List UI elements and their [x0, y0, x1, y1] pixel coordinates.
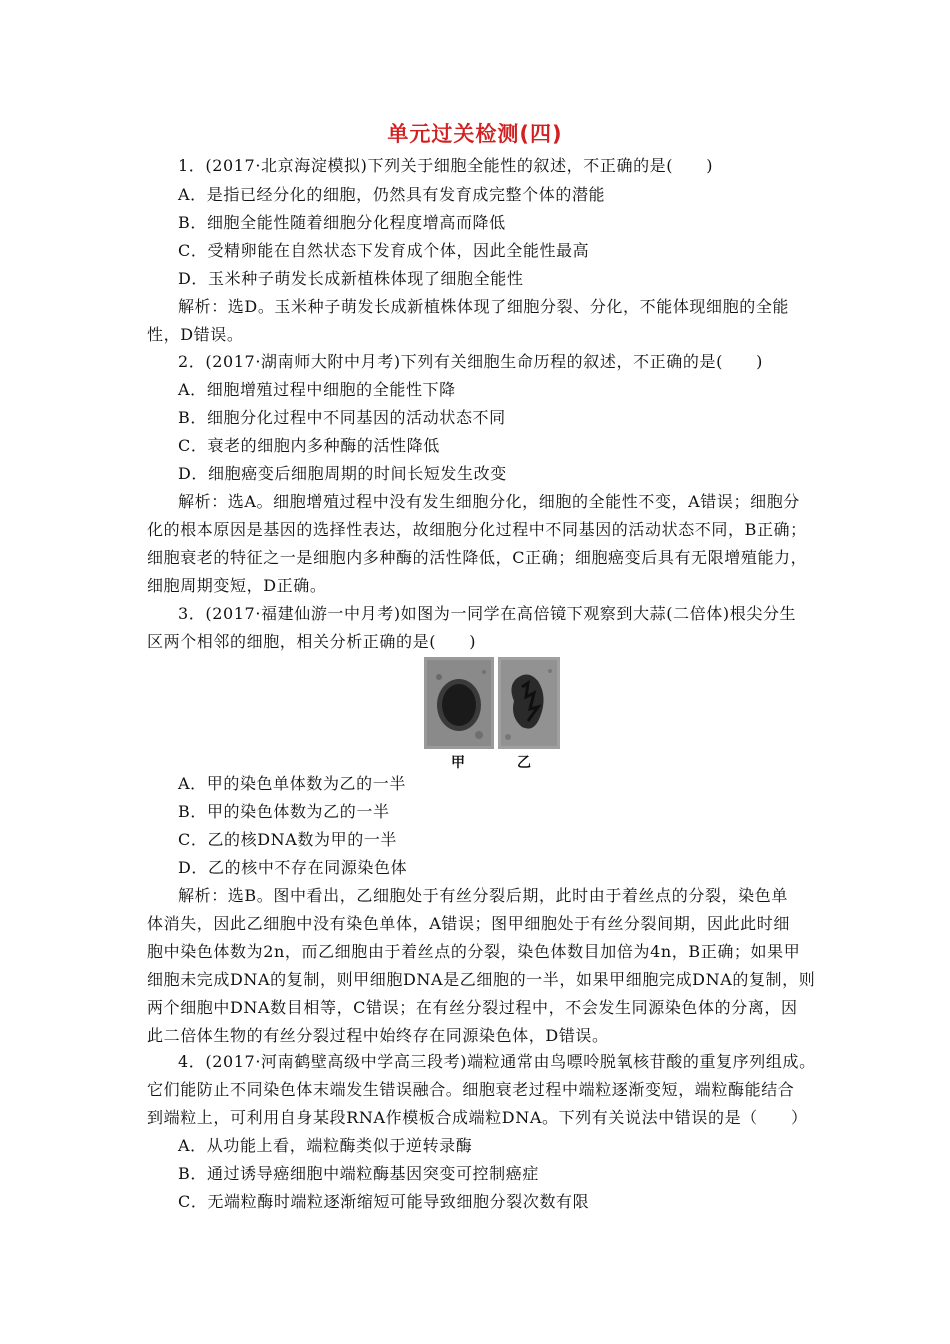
question-2-explanation: 解析：选A。细胞增殖过程中没有发生细胞分化，细胞的全能性不变，A错误；细胞分: [178, 492, 800, 511]
question-3-explanation: 解析：选B。图中看出，乙细胞处于有丝分裂后期，此时由于着丝点的分裂，染色单: [178, 886, 788, 905]
question-3-option-b: B．甲的染色体数为乙的一半: [178, 802, 390, 821]
question-1-option-c: C．受精卵能在自然状态下发育成个体，因此全能性最高: [178, 241, 590, 260]
question-4-option-c: C．无端粒酶时端粒逐渐缩短可能导致细胞分裂次数有限: [178, 1192, 590, 1211]
question-3-option-d: D．乙的核中不存在同源染色体: [178, 858, 408, 877]
question-1-option-b: B．细胞全能性随着细胞分化程度增高而降低: [178, 213, 506, 232]
figure-label-jia: 甲: [451, 755, 465, 771]
question-2-explanation-cont: 细胞衰老的特征之一是细胞内多种酶的活性降低，C正确；细胞癌变后具有无限增殖能力，: [147, 548, 808, 567]
question-2-option-d: D．细胞癌变后细胞周期的时间长短发生改变: [178, 464, 507, 483]
question-4-option-a: A．从功能上看，端粒酶类似于逆转录酶: [178, 1136, 473, 1155]
micrograph-figure: [424, 657, 560, 749]
question-3-explanation-cont: 此二倍体生物的有丝分裂过程中始终存在同源染色体，D错误。: [147, 1026, 609, 1045]
figure-label-yi: 乙: [517, 755, 531, 771]
question-4-option-b: B．通过诱导癌细胞中端粒酶基因突变可控制癌症: [178, 1164, 539, 1183]
question-3-explanation-cont: 两个细胞中DNA数目相等，C错误；在有丝分裂过程中，不会发生同源染色体的分离，因: [147, 998, 798, 1017]
question-3-stem-cont: 区两个相邻的细胞，相关分析正确的是( ): [147, 632, 477, 651]
question-2-explanation-cont: 化的根本原因是基因的选择性表达，故细胞分化过程中不同基因的活动状态不同，B正确；: [147, 520, 807, 539]
question-3-explanation-cont: 胞中染色体数为2n，而乙细胞由于着丝点的分裂，染色体数目加倍为4n，B正确；如果甲: [147, 942, 801, 961]
question-4-stem-cont: 到端粒上，可利用自身某段RNA作模板合成端粒DNA。下列有关说法中错误的是（ ）: [147, 1108, 808, 1127]
question-2-explanation-cont: 细胞周期变短，D正确。: [147, 576, 327, 595]
question-3-stem: 3．(2017·福建仙游一中月考)如图为一同学在高倍镜下观察到大蒜(二倍体)根尖分生: [178, 604, 797, 623]
cell-jia-image: [424, 657, 494, 749]
question-3-option-a: A．甲的染色单体数为乙的一半: [178, 774, 406, 793]
question-4-stem-cont: 它们能防止不同染色体末端发生错误融合。细胞衰老过程中端粒逐渐变短，端粒酶能结合: [147, 1080, 795, 1099]
question-1-stem: 1．(2017·北京海淀模拟)下列关于细胞全能性的叙述，不正确的是( ): [178, 156, 714, 175]
page-title: 单元过关检测(四): [387, 122, 563, 146]
question-1-explanation: 解析：选D。玉米种子萌发长成新植株体现了细胞分裂、分化，不能体现细胞的全能: [178, 297, 790, 316]
question-1-option-d: D．玉米种子萌发长成新植株体现了细胞全能性: [178, 269, 524, 288]
question-1-explanation-cont: 性，D错误。: [147, 325, 244, 344]
cell-yi-image: [498, 657, 560, 749]
question-2-option-c: C．衰老的细胞内多种酶的活性降低: [178, 436, 440, 455]
question-2-option-a: A．细胞增殖过程中细胞的全能性下降: [178, 380, 456, 399]
question-3-explanation-cont: 细胞未完成DNA的复制，则甲细胞DNA是乙细胞的一半，如果甲细胞完成DNA的复制，则: [147, 970, 816, 989]
question-2-stem: 2．(2017·湖南师大附中月考)下列有关细胞生命历程的叙述，不正确的是( ): [178, 352, 763, 371]
question-1-option-a: A．是指已经分化的细胞，仍然具有发育成完整个体的潜能: [178, 185, 606, 204]
question-3-explanation-cont: 体消失，因此乙细胞中没有染色单体，A错误；图甲细胞处于有丝分裂间期，因此此时细: [147, 914, 790, 933]
question-2-option-b: B．细胞分化过程中不同基因的活动状态不同: [178, 408, 506, 427]
question-4-stem: 4．(2017·河南鹤壁高级中学高三段考)端粒通常由鸟嘌呤脱氧核苷酸的重复序列组成。: [178, 1052, 816, 1071]
question-3-option-c: C．乙的核DNA数为甲的一半: [178, 830, 398, 849]
